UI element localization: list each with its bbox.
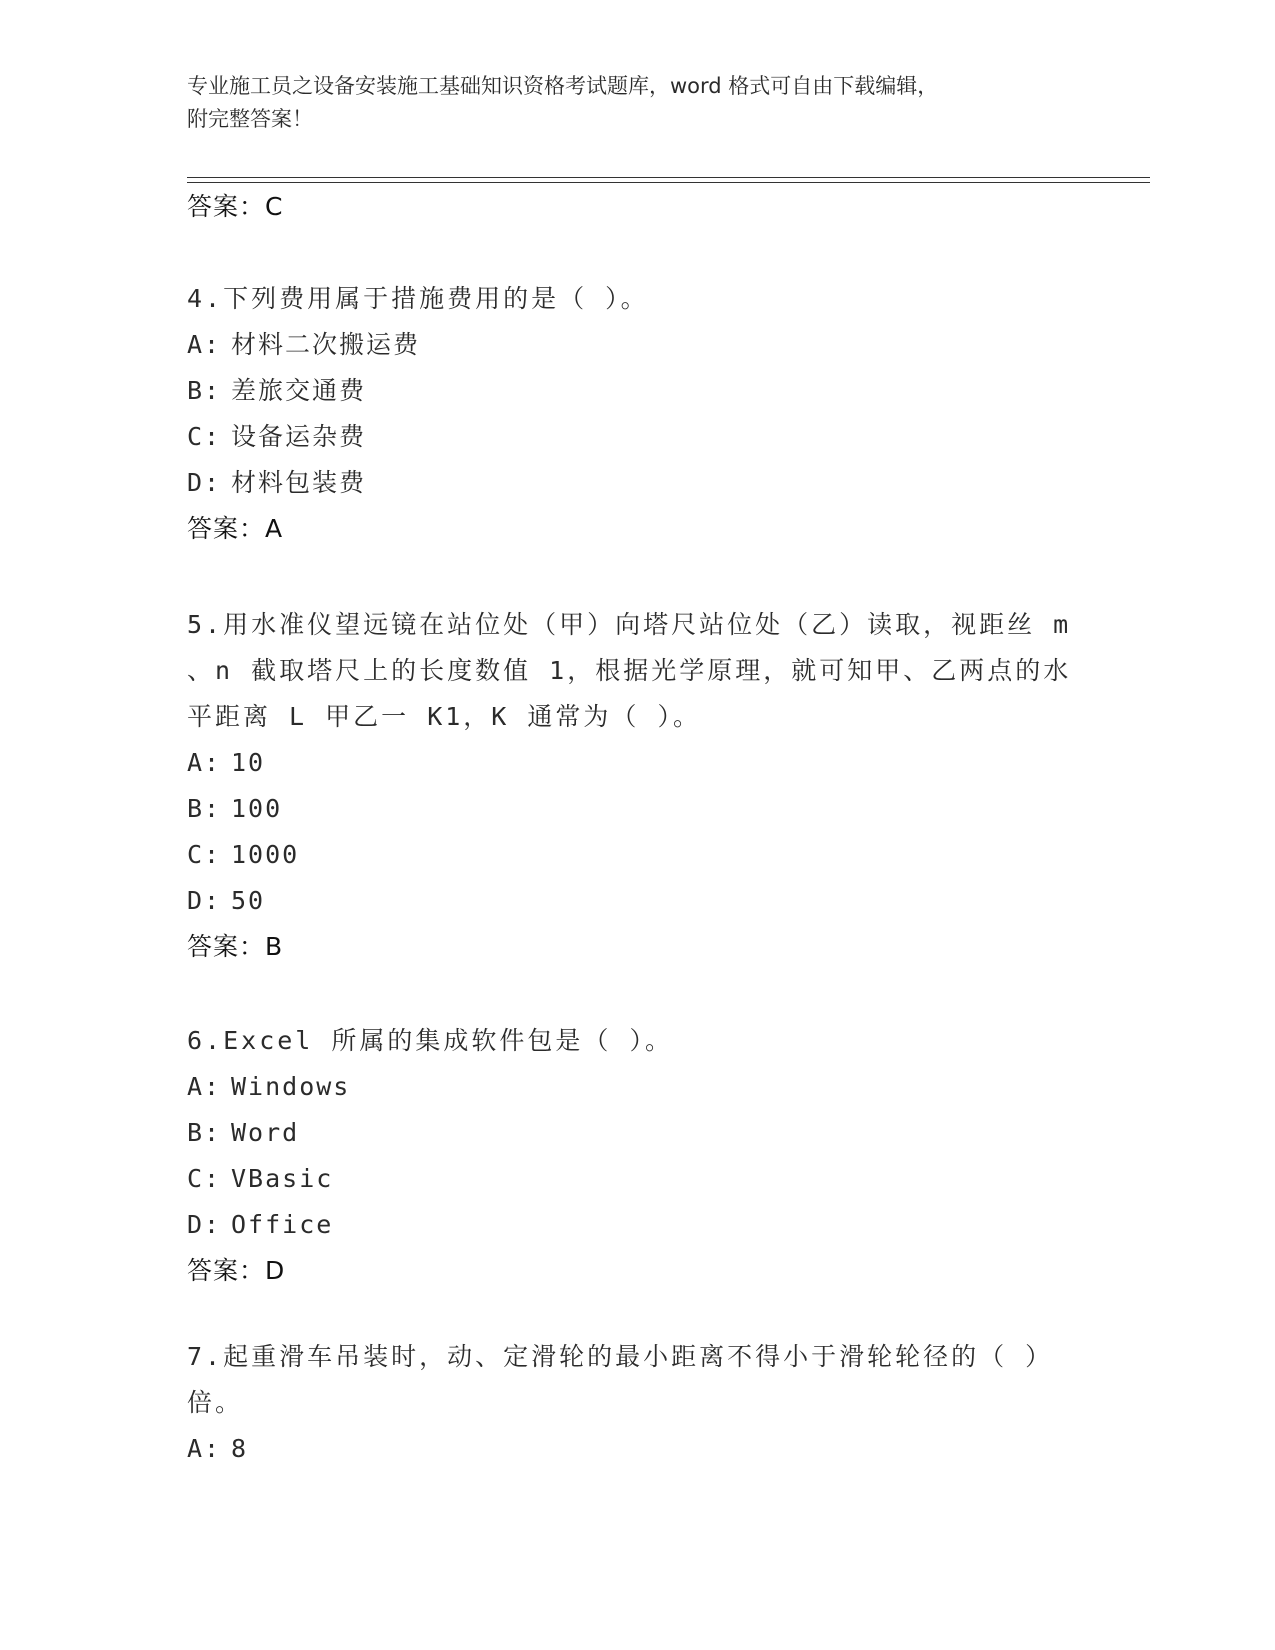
option-text: 8 [231, 1434, 249, 1463]
option-key: D: [187, 886, 222, 915]
option-text: VBasic [231, 1164, 334, 1193]
option-key: A: [187, 1072, 222, 1101]
option-b [187, 368, 1087, 414]
option-text: 10 [231, 748, 266, 777]
question-7 [187, 1334, 1087, 1472]
answer-q3: 答案：C [187, 192, 284, 221]
option-c [187, 1156, 1087, 1202]
option-text: 材料包装费 [231, 468, 367, 497]
header-line-2: 附完整答案！ [187, 107, 313, 131]
option-b [187, 786, 1087, 832]
option-c [187, 414, 1087, 460]
option-key: C: [187, 422, 222, 451]
option-key: D: [187, 468, 222, 497]
option-d [187, 1202, 1087, 1248]
option-key: A: [187, 1434, 222, 1463]
question-stem: 6.Excel 所属的集成软件包是（ ）。 [187, 1026, 673, 1055]
header-divider-bottom [187, 182, 1150, 183]
option-c [187, 832, 1087, 878]
answer: 答案：B [187, 932, 284, 961]
header-line-1: 专业施工员之设备安装施工基础知识资格考试题库，word 格式可自由下载编辑， [187, 74, 939, 98]
option-text: Word [231, 1118, 300, 1147]
option-key: A: [187, 330, 222, 359]
question-4 [187, 276, 1087, 544]
option-key: C: [187, 840, 222, 869]
option-text: Office [231, 1210, 334, 1239]
option-d [187, 460, 1087, 506]
header-divider-top [187, 177, 1150, 178]
option-a [187, 1064, 1087, 1110]
option-key: B: [187, 794, 222, 823]
option-d [187, 878, 1087, 924]
question-5 [187, 602, 1087, 962]
option-text: 100 [231, 794, 283, 823]
option-text: 材料二次搬运费 [231, 330, 421, 359]
option-a [187, 740, 1087, 786]
option-key: A: [187, 748, 222, 777]
option-text: 50 [231, 886, 266, 915]
option-text: 差旅交通费 [231, 376, 367, 405]
option-a [187, 322, 1087, 368]
option-key: B: [187, 376, 222, 405]
question-stem-line-1: 7.起重滑车吊装时，动、定滑轮的最小距离不得小于滑轮轮径的（ ） [187, 1342, 1054, 1371]
question-stem-line-3: 平距离 L 甲乙一 K1，K 通常为（ ）。 [187, 702, 701, 731]
question-stem-line-2: 倍。 [187, 1388, 244, 1417]
option-text: 设备运杂费 [231, 422, 367, 451]
option-key: B: [187, 1118, 222, 1147]
question-6 [187, 1018, 1087, 1286]
option-key: D: [187, 1210, 222, 1239]
option-text: 1000 [231, 840, 300, 869]
option-a [187, 1426, 1087, 1472]
document-header [187, 70, 1087, 136]
option-text: Windows [231, 1072, 351, 1101]
question-stem-line-1: 5.用水准仪望远镜在站位处（甲）向塔尺站位处（乙）读取，视距丝 m [187, 610, 1072, 639]
question-stem: 4.下列费用属于措施费用的是（ ）。 [187, 284, 649, 313]
answer: 答案：A [187, 514, 284, 543]
option-b [187, 1110, 1087, 1156]
question-stem-line-2: 、n 截取塔尺上的长度数值 1，根据光学原理，就可知甲、乙两点的水 [187, 656, 1072, 685]
answer: 答案：D [187, 1256, 286, 1285]
option-key: C: [187, 1164, 222, 1193]
